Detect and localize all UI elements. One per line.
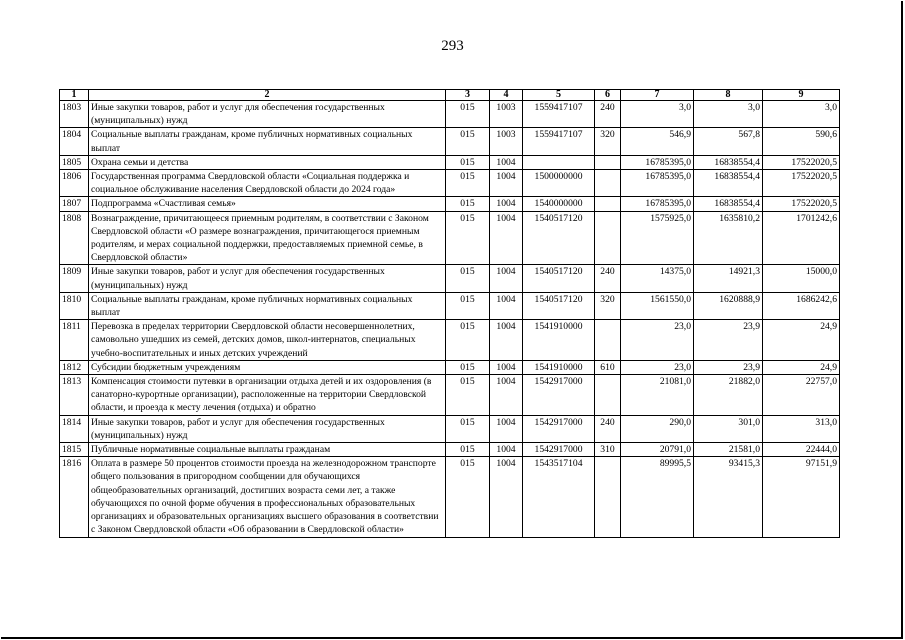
row-name: Социальные выплаты гражданам, кроме публичных нормативных социальных выплат <box>89 292 446 319</box>
row-value-7: 16785395,0 <box>621 155 694 169</box>
row-value-9: 1701242,6 <box>763 211 840 265</box>
table-row <box>60 155 840 169</box>
row-code-3: 015 <box>446 292 490 319</box>
row-value-8: 3,0 <box>694 101 763 128</box>
row-code-3: 015 <box>446 155 490 169</box>
row-code-3: 015 <box>446 170 490 197</box>
row-value-9: 1686242,6 <box>763 292 840 319</box>
row-code-3: 015 <box>446 265 490 292</box>
row-code-3: 015 <box>446 415 490 442</box>
row-value-7: 20791,0 <box>621 443 694 457</box>
row-code-3: 015 <box>446 457 490 537</box>
row-code-3: 015 <box>446 197 490 211</box>
row-value-7: 1561550,0 <box>621 292 694 319</box>
row-value-9: 590,6 <box>763 128 840 155</box>
row-code-6 <box>595 211 621 265</box>
budget-table <box>59 89 840 538</box>
row-code-5: 1542917000 <box>523 443 595 457</box>
row-name: Охрана семьи и детства <box>89 155 446 169</box>
row-value-9: 3,0 <box>763 101 840 128</box>
row-value-7: 23,0 <box>621 360 694 374</box>
row-code-4: 1003 <box>490 101 523 128</box>
row-value-9: 22757,0 <box>763 375 840 416</box>
row-code-4: 1004 <box>490 211 523 265</box>
row-code-6: 320 <box>595 292 621 319</box>
row-number: 1808 <box>60 211 89 265</box>
row-value-9: 24,9 <box>763 360 840 374</box>
table-row <box>60 170 840 197</box>
row-value-8: 567,8 <box>694 128 763 155</box>
row-code-3: 015 <box>446 360 490 374</box>
row-code-4: 1003 <box>490 128 523 155</box>
row-value-8: 93415,3 <box>694 457 763 537</box>
row-code-3: 015 <box>446 128 490 155</box>
row-code-4: 1004 <box>490 360 523 374</box>
row-name: Иные закупки товаров, работ и услуг для обеспечения государственных (муниципальных) нужд <box>89 101 446 128</box>
row-code-5: 1542917000 <box>523 415 595 442</box>
row-code-6 <box>595 375 621 416</box>
row-value-7: 1575925,0 <box>621 211 694 265</box>
row-value-7: 23,0 <box>621 320 694 361</box>
row-code-5 <box>523 155 595 169</box>
row-value-9: 22444,0 <box>763 443 840 457</box>
table-row <box>60 101 840 128</box>
row-name: Государственная программа Свердловской области «Социальная поддержка и социальное обслуживание населения Свердловской области до 2024 года» <box>89 170 446 197</box>
row-name: Оплата в размере 50 процентов стоимости проезда на железнодорожном транспорте общего пользования в пригородном сообщении для обучающихся общеобразовательных организаций, достигших возраста семи лет, а также обучающихся по очной форме обучения в профессиональных образовательных организациях и образовательных организациях высшего образования в соответствии с Законом Свердловской области «Об образовании в Свердловской области» <box>89 457 446 537</box>
row-code-5: 1559417107 <box>523 128 595 155</box>
row-code-4: 1004 <box>490 197 523 211</box>
row-code-4: 1004 <box>490 170 523 197</box>
row-code-6 <box>595 457 621 537</box>
row-code-5: 1543517104 <box>523 457 595 537</box>
page-number: 293 <box>441 38 464 54</box>
row-code-4: 1004 <box>490 320 523 361</box>
table-row <box>60 360 840 374</box>
table-row <box>60 265 840 292</box>
row-number: 1813 <box>60 375 89 416</box>
row-value-9: 17522020,5 <box>763 197 840 211</box>
row-number: 1816 <box>60 457 89 537</box>
table-row <box>60 292 840 319</box>
row-value-9: 17522020,5 <box>763 170 840 197</box>
row-number: 1806 <box>60 170 89 197</box>
row-number: 1807 <box>60 197 89 211</box>
row-code-3: 015 <box>446 375 490 416</box>
row-value-7: 3,0 <box>621 101 694 128</box>
row-name: Подпрограмма «Счастливая семья» <box>89 197 446 211</box>
row-code-4: 1004 <box>490 375 523 416</box>
row-value-7: 546,9 <box>621 128 694 155</box>
row-number: 1812 <box>60 360 89 374</box>
row-value-9: 313,0 <box>763 415 840 442</box>
row-value-8: 21882,0 <box>694 375 763 416</box>
row-code-6: 240 <box>595 265 621 292</box>
row-value-8: 1635810,2 <box>694 211 763 265</box>
table-row <box>60 211 840 265</box>
table-row <box>60 375 840 416</box>
row-number: 1803 <box>60 101 89 128</box>
row-number: 1810 <box>60 292 89 319</box>
row-code-6: 240 <box>595 415 621 442</box>
row-value-7: 89995,5 <box>621 457 694 537</box>
row-code-5: 1540517120 <box>523 292 595 319</box>
row-code-6: 240 <box>595 101 621 128</box>
row-value-8: 16838554,4 <box>694 155 763 169</box>
row-code-5: 1542917000 <box>523 375 595 416</box>
table-row <box>60 320 840 361</box>
row-name: Компенсация стоимости путевки в организации отдыха детей и их оздоровления (в санаторно-курортные организации), расположенные на территории Свердловской области, и проезда к месту лечения (отдыха) и обратно <box>89 375 446 416</box>
row-code-5: 1540517120 <box>523 265 595 292</box>
row-value-8: 16838554,4 <box>694 170 763 197</box>
row-code-4: 1004 <box>490 457 523 537</box>
row-code-5: 1540000000 <box>523 197 595 211</box>
table-row <box>60 197 840 211</box>
table-row <box>60 457 840 537</box>
row-name: Иные закупки товаров, работ и услуг для обеспечения государственных (муниципальных) нужд <box>89 415 446 442</box>
table-row <box>60 443 840 457</box>
row-name: Иные закупки товаров, работ и услуг для обеспечения государственных (муниципальных) нужд <box>89 265 446 292</box>
row-name: Перевозка в пределах территории Свердловской области несовершеннолетних, самовольно ушедших из семей, детских домов, школ-интернатов, специальных учебно-воспитательных и иных детских учреждений <box>89 320 446 361</box>
row-value-7: 16785395,0 <box>621 197 694 211</box>
row-code-6: 310 <box>595 443 621 457</box>
row-code-5: 1540517120 <box>523 211 595 265</box>
row-value-9: 24,9 <box>763 320 840 361</box>
table-header-row <box>60 90 840 101</box>
table-row <box>60 128 840 155</box>
row-code-6 <box>595 197 621 211</box>
row-code-3: 015 <box>446 320 490 361</box>
row-value-8: 301,0 <box>694 415 763 442</box>
row-number: 1804 <box>60 128 89 155</box>
row-code-3: 015 <box>446 101 490 128</box>
row-code-5: 1500000000 <box>523 170 595 197</box>
row-name: Социальные выплаты гражданам, кроме публичных нормативных социальных выплат <box>89 128 446 155</box>
row-code-5: 1541910000 <box>523 360 595 374</box>
column-header: 2 <box>89 90 446 101</box>
column-header: 7 <box>621 90 694 101</box>
row-value-7: 16785395,0 <box>621 170 694 197</box>
row-value-9: 97151,9 <box>763 457 840 537</box>
column-header: 4 <box>490 90 523 101</box>
row-code-6 <box>595 170 621 197</box>
row-name: Вознаграждение, причитающееся приемным родителям, в соответствии с Законом Свердловской области «О размере вознаграждения, причитающегося приемным родителям, и мерах социальной поддержки, предоставляемых приемной семье, в Свердловской области» <box>89 211 446 265</box>
row-value-8: 21581,0 <box>694 443 763 457</box>
row-name: Субсидии бюджетным учреждениям <box>89 360 446 374</box>
row-code-5: 1541910000 <box>523 320 595 361</box>
column-header: 9 <box>763 90 840 101</box>
column-header: 3 <box>446 90 490 101</box>
column-header: 6 <box>595 90 621 101</box>
row-value-8: 1620888,9 <box>694 292 763 319</box>
row-number: 1814 <box>60 415 89 442</box>
row-code-5: 1559417107 <box>523 101 595 128</box>
row-number: 1811 <box>60 320 89 361</box>
row-value-8: 23,9 <box>694 360 763 374</box>
row-code-3: 015 <box>446 443 490 457</box>
row-code-4: 1004 <box>490 443 523 457</box>
row-value-8: 14921,3 <box>694 265 763 292</box>
row-code-4: 1004 <box>490 292 523 319</box>
row-code-6: 610 <box>595 360 621 374</box>
row-value-7: 21081,0 <box>621 375 694 416</box>
row-code-6: 320 <box>595 128 621 155</box>
row-number: 1815 <box>60 443 89 457</box>
table-row <box>60 415 840 442</box>
row-code-6 <box>595 320 621 361</box>
row-value-7: 14375,0 <box>621 265 694 292</box>
row-code-4: 1004 <box>490 415 523 442</box>
row-value-7: 290,0 <box>621 415 694 442</box>
row-number: 1809 <box>60 265 89 292</box>
row-code-6 <box>595 155 621 169</box>
table-body <box>60 101 840 538</box>
row-value-9: 17522020,5 <box>763 155 840 169</box>
column-header: 5 <box>523 90 595 101</box>
row-name: Публичные нормативные социальные выплаты гражданам <box>89 443 446 457</box>
row-value-8: 23,9 <box>694 320 763 361</box>
row-code-4: 1004 <box>490 265 523 292</box>
column-header: 8 <box>694 90 763 101</box>
row-code-4: 1004 <box>490 155 523 169</box>
row-code-3: 015 <box>446 211 490 265</box>
row-value-8: 16838554,4 <box>694 197 763 211</box>
row-value-9: 15000,0 <box>763 265 840 292</box>
column-header: 1 <box>60 90 89 101</box>
row-number: 1805 <box>60 155 89 169</box>
